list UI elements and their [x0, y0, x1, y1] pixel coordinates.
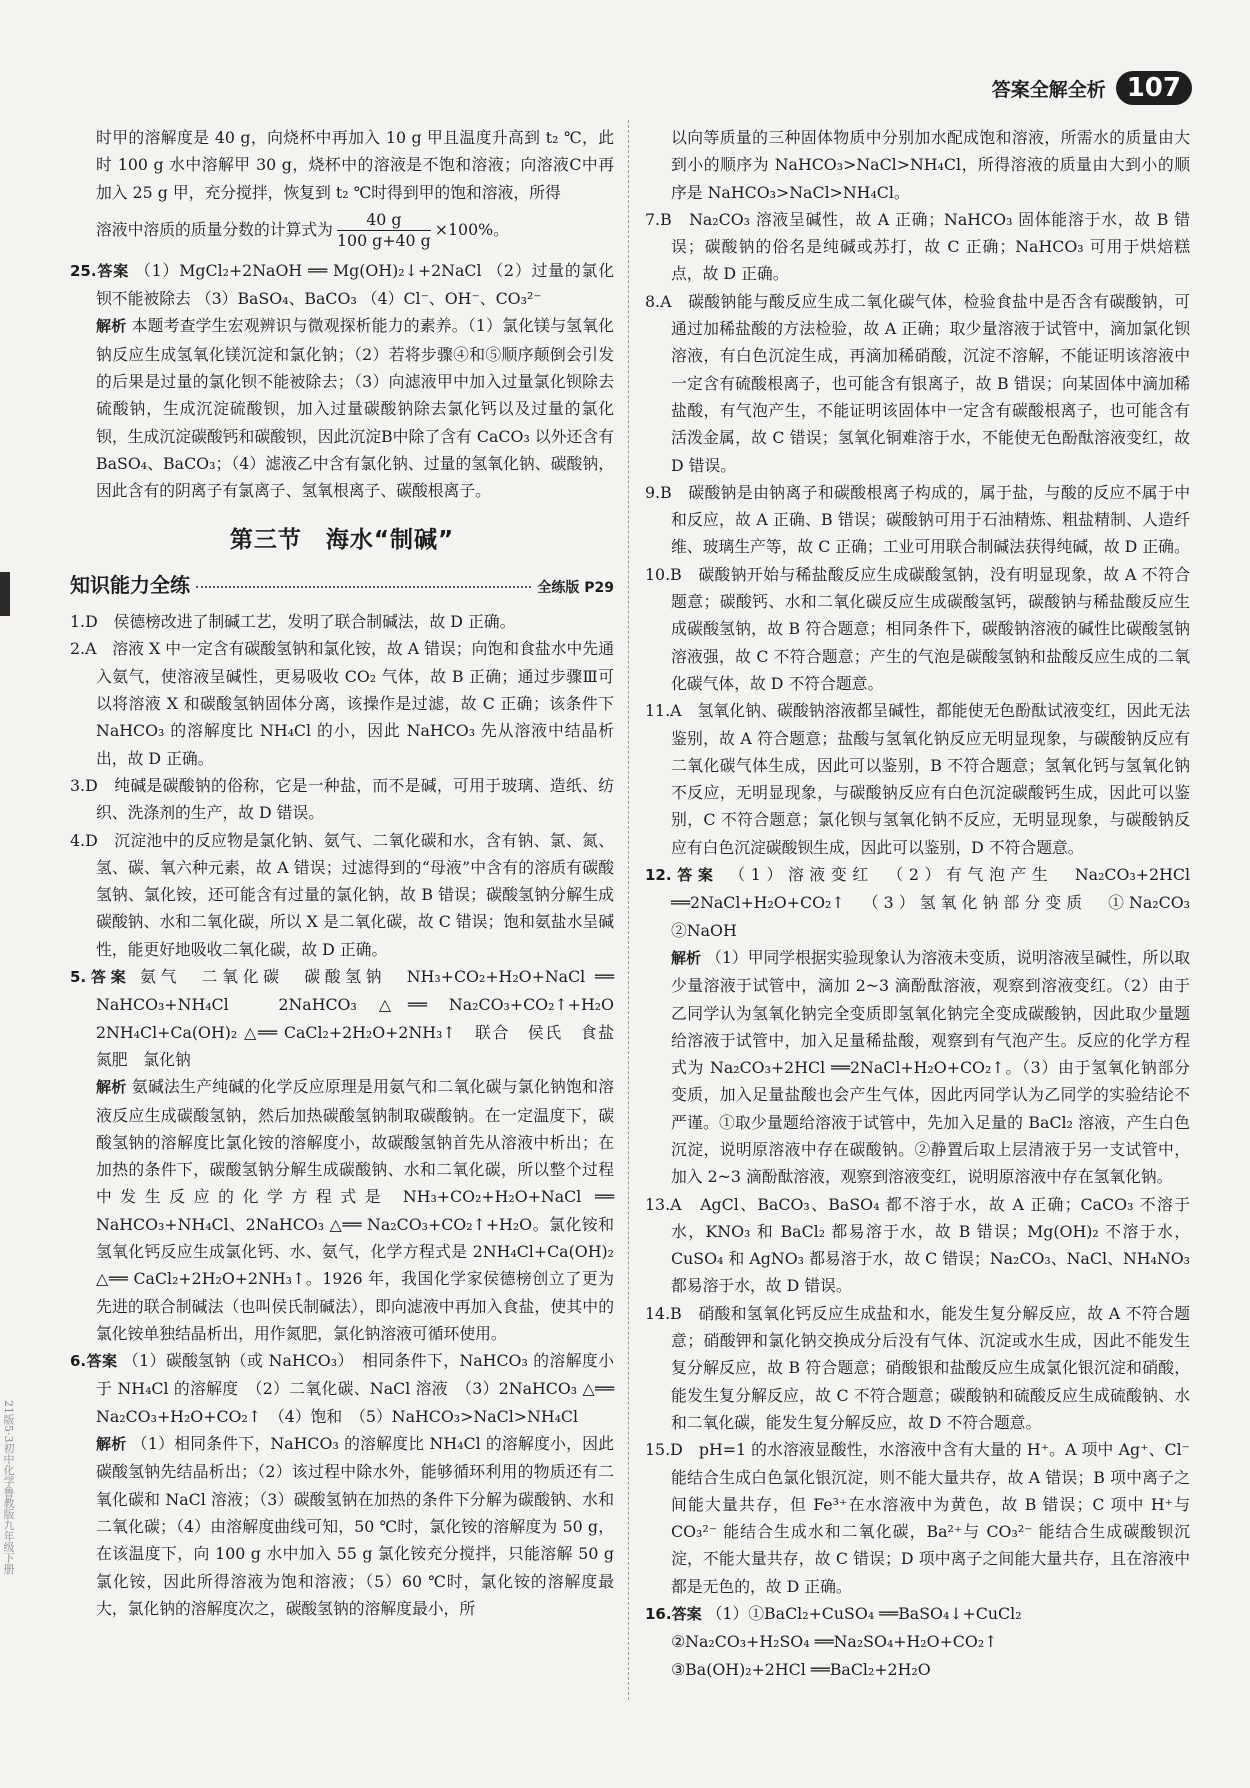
q5-exp-label: 解析 — [96, 1078, 127, 1097]
q8: 8.A 碳酸钠能与酸反应生成二氧化碳气体，检验食盐中是否含有碳酸钠，可通过加稀盐酸的方法检验，故 A 正确；取少量溶液于试管中，滴加氯化钡溶液，有白色沉淀生成，再滴加稀硝酸，沉淀不溶解，不能证明该溶液中一定含有硫酸根离子，也可能含有银离子，故 B 错误；向某固体中滴加稀盐酸，有气泡产生，不能证明该固体中一定含有碳酸根离子，也可能含有活泼金属，故 C 错误；氢氧化铜难溶于水，不能使无色酚酞溶液变红，故 D 错误。 — [645, 291, 1190, 475]
q15: 15.D pH=1 的水溶液显酸性，水溶液中含有大量的 H⁺。A 项中 Ag⁺、Cl⁻能结合生成白色氯化银沉淀，则不能大量共存，故 A 错误；B 项中离子之间能大量共存，但 Fe³⁺在水溶液中为黄色，故 B 错误；C 项中 H⁺与 CO₃²⁻ 能结合生成水和二氧化碳，Ba²⁺与 CO₃²⁻ 能结合生成碳酸钡沉淀，不能大量共存，故 C 错误；D 项中离子之间能大量共存，且在溶液中都是无色的，故 D 正确。 — [645, 1440, 1190, 1596]
left-column — [70, 124, 630, 1622]
formula-prefix: 溶液中溶质的质量分数的计算式为 — [96, 219, 333, 239]
q6-exp-label: 解析 — [96, 1435, 127, 1454]
q25-label: 25.答案 — [70, 261, 130, 280]
subhead-ref: 全练版 P29 — [537, 579, 614, 596]
fraction-denominator: 100 g+40 g — [336, 230, 431, 250]
q12-exp-text: （1）甲同学根据实验现象认为溶液未变质，说明溶液呈碱性，所以取少量溶液于试管中，滴加 2~3 滴酚酞溶液，观察到溶液变红。（2）由于乙同学认为氢氧化钠完全变质即氢氧化钠完全变成碳酸钠，因此取少量题给溶液于试管中，加入足量稀盐酸，观察到有气泡产生。反应的化学方程式为 Na₂CO₃+2HCl ══2NaCl+H₂O+CO₂↑。（3）由于氢氧化钠部分变质，加入足量盐酸也会产生气体，因此丙同学认为乙同学的实验结论不严谨。①取少量题给溶液于试管中，先加入足量的 BaCl₂ 溶液，产生白色沉淀，说明原溶液中存在碳酸钠。②静置后取上层清液于另一支试管中，加入 2~3 滴酚酞溶液，观察到溶液变红，说明原溶液中存在氢氧化钠。 — [671, 947, 1191, 1187]
q5-label: 5.答案 — [70, 968, 131, 987]
q25-explanation — [70, 312, 614, 504]
q6-answer — [70, 1347, 614, 1430]
q6-label: 6.答案 — [70, 1352, 118, 1371]
q13: 13.A AgCl、BaCO₃、BaSO₄ 都不溶于水，故 A 正确；CaCO₃ 不溶于水，KNO₃ 和 BaCl₂ 都易溶于水，故 B 错误；Mg(OH)₂ 不溶于水，CuSO₄ 和 AgNO₃ 都易溶于水，故 C 错误；Na₂CO₃、NaCl、NH₄NO₃ 都易溶于水，故 D 错误。 — [645, 1194, 1190, 1296]
q12-answer-text: （1）溶液变红 （2）有气泡产生 Na₂CO₃+2HCl ══2NaCl+H₂O+CO₂↑ （3）氢氧化钠部分变质 ①Na₂CO₃ ②NaOH — [671, 865, 1206, 940]
q10: 10.B 碳酸钠开始与稀盐酸反应生成碳酸氢钠，没有明显现象，故 A 不符合题意；碳酸钙、水和二氧化碳反应生成碳酸氢钙，碳酸钠与稀盐酸反应生成碳酸氢钠，故 B 符合题意；相同条件下，碳酸钠溶液的碱性比碳酸氢钠溶液强，故 C 不符合题意；产生的气泡是碳酸氢钠和盐酸反应生成的二氧化碳气体，故 D 不符合题意。 — [645, 564, 1190, 693]
left-continued-text: 时甲的溶解度是 40 g，向烧杯中再加入 10 g 甲且温度升高到 t₂ ℃，此时 100 g 水中溶解甲 30 g，烧杯中的溶液是不饱和溶液；向溶液C中再加入 25 g 甲，充分搅拌，恢复到 t₂ ℃时得到甲的饱和溶液，所得 — [96, 128, 614, 202]
formula-suffix: ×100%。 — [434, 219, 509, 239]
right-continued-text: 以向等质量的三种固体物质中分别加水配成饱和溶液，所需水的质量由大到小的顺序为 NaHCO₃>NaCl>NH₄Cl，所得溶液的质量由大到小的顺序是 NaHCO₃>NaCl>NH₄Cl。 — [671, 128, 1190, 202]
q25-exp-label: 解析 — [96, 317, 127, 336]
q25-exp-text: 本题考查学生宏观辨识与微观探析能力的素养。（1）氯化镁与氢氧化钠反应生成氢氧化镁沉淀和氯化钠；（2）若将步骤④和⑤顺序颠倒会引发的后果是过量的氯化钡不能被除去；（3）向滤液甲中加入过量氯化钡除去硫酸钠，生成沉淀硫酸钡，加入过量碳酸钠除去氯化钙以及过量的氯化钡，生成沉淀碳酸钙和碳酸钡，因此沉淀B中除了含有 CaCO₃ 以外还含有 BaSO₄、BaCO₃；（4）滤液乙中含有氯化钠、过量的氢氧化钠、碳酸钠，因此含有的阴离子有氯离子、氢氧根离子、碳酸根离子。 — [96, 316, 614, 501]
page-number: 107 — [1116, 71, 1192, 105]
subhead-name: 知识能力全练 — [70, 572, 190, 597]
q4: 4.D 沉淀池中的反应物是氯化钠、氨气、二氧化碳和水，含有钠、氯、氮、氢、碳、氧六种元素，故 A 错误；过滤得到的“母液”中含有的溶质有碳酸氢钠、氯化铵，还可能含有过量的氯化钠，故 B 错误；碳酸氢钠分解生成碳酸钠、水和二氧化碳，所以 X 是二氧化碳，故 C 错误；饱和氨盐水呈碱性，能更好地吸收二氧化碳，故 D 正确。 — [70, 830, 614, 959]
q16-line-3: ③Ba(OH)₂+2HCl ══BaCl₂+2H₂O — [671, 1659, 931, 1679]
column-divider — [628, 120, 629, 1700]
q14: 14.B 硝酸和氢氧化钙反应生成盐和水，能发生复分解反应，故 A 不符合题意；硝酸钾和氯化钠交换成分后没有气体、沉淀或水生成，因此不能发生复分解反应，故 B 符合题意；硝酸银和盐酸反应生成氯化银沉淀和硝酸，能发生复分解反应，故 C 不符合题意；碳酸钠和硫酸反应生成硫酸钠、水和二氧化碳，能发生复分解反应，故 D 不符合题意。 — [645, 1303, 1190, 1432]
q5-answer-text: 氨气 二氧化碳 碳酸氢钠 NH₃+CO₂+H₂O+NaCl ══ NaHCO₃+NH₄Cl 2NaHCO₃ △══ Na₂CO₃+CO₂↑+H₂O 2NH₄Cl+Ca(OH)₂ △══ CaCl₂+2H₂O+2NH₃↑ 联合 侯氏 食盐 氮肥 氯化钠 — [96, 967, 630, 1069]
page-header — [992, 66, 1192, 110]
side-tab-marker — [0, 572, 10, 616]
q5-answer — [70, 963, 630, 1073]
q5-explanation — [70, 1073, 614, 1347]
q12-answer — [645, 861, 1206, 944]
mass-fraction-formula — [70, 210, 614, 251]
subhead — [70, 572, 614, 602]
right-column — [645, 124, 1206, 1683]
q2: 2.A 溶液 X 中一定含有碳酸氢钠和氯化铵，故 A 错误；向饱和食盐水中先通入氨气，使溶液呈碱性，更易吸收 CO₂ 气体，故 B 正确；通过步骤Ⅲ可以将溶液 X 和碳酸氢钠固体分离，该操作是过滤，故 C 正确；该条件下 NaHCO₃ 的溶解度比 NH₄Cl 的小，因此 NaHCO₃ 先从溶液中结晶析出，故 D 正确。 — [70, 639, 614, 768]
q5-exp-text: 氨碱法生产纯碱的化学反应原理是用氨气和二氧化碳与氯化钠饱和溶液反应生成碳酸氢钠，然后加热碳酸氢钠制取碳酸钠。在一定温度下，碳酸氢钠的溶解度比氯化铵的溶解度小，故碳酸氢钠首先从溶液中析出；在加热的条件下，碳酸氢钠分解生成碳酸钠、水和二氧化碳，所以整个过程中发生反应的化学方程式是 NH₃+CO₂+H₂O+NaCl ══ NaHCO₃+NH₄Cl、2NaHCO₃ △══ Na₂CO₃+CO₂↑+H₂O。氯化铵和氢氧化钙反应生成氯化钙、水、氨气，化学方程式是 2NH₄Cl+Ca(OH)₂ △══ CaCl₂+2H₂O+2NH₃↑。1926 年，我国化学家侯德榜创立了更为先进的联合制碱法（也叫侯氏制碱法），即向滤液中再加入食盐，使其中的氯化铵单独结晶析出，用作氮肥，氯化钠溶液可循环使用。 — [96, 1077, 614, 1343]
q11: 11.A 氢氧化钠、碳酸钠溶液都呈碱性，都能使无色酚酞试液变红，因此无法鉴别，故 A 符合题意；盐酸与氢氧化钠反应无明显现象，与碳酸钠反应有二氧化碳气体生成，因此可以鉴别，B 不符合题意；氢氧化钙与氢氧化钠不反应，无明显现象，与碳酸钠反应有白色沉淀碳酸钙生成，因此可以鉴别，C 不符合题意；氯化钡与氢氧化钠不反应，无明显现象，与碳酸钠反应有白色沉淀碳酸钡生成，因此可以鉴别，D 不符合题意。 — [645, 701, 1190, 857]
q12-label: 12.答案 — [645, 866, 719, 885]
q12-exp-label: 解析 — [671, 948, 702, 967]
subhead-leader — [196, 586, 531, 588]
q3: 3.D 纯碱是碳酸钠的俗称，它是一种盐，而不是碱，可用于玻璃、造纸、纺织、洗涤剂的生产，故 D 错误。 — [70, 775, 614, 823]
q1: 1.D 侯德榜改进了制碱工艺，发明了联合制碱法，故 D 正确。 — [70, 612, 516, 632]
side-vertical-text: 21版5·3初中化学鲁教版九年级下册 — [2, 1400, 15, 1575]
q9: 9.B 碳酸钠是由钠离子和碳酸根离子构成的，属于盐，与酸的反应不属于中和反应，故 A 正确、B 错误；碳酸钠可用于石油精炼、粗盐精制、人造纤维、玻璃生产等，故 C 正确；工业可用联合制碱法获得纯碱，故 D 正确。 — [645, 482, 1190, 557]
header-title: 答案全解全析 — [991, 78, 1106, 101]
q25-answer — [70, 257, 614, 313]
q12-explanation — [645, 944, 1190, 1191]
q6-answer-text: （1）碳酸氢钠（或 NaHCO₃） 相同条件下，NaHCO₃ 的溶解度小于 NH₄Cl 的溶解度 （2）二氧化碳、NaCl 溶液 （3）2NaHCO₃ △══ Na₂CO₃+H₂O+CO₂↑ （4）饱和 （5）NaHCO₃>NaCl>NH₄Cl — [96, 1351, 614, 1426]
q7: 7.B Na₂CO₃ 溶液呈碱性，故 A 正确；NaHCO₃ 固体能溶于水，故 B 错误；碳酸钠的俗名是纯碱或苏打，故 C 正确；NaHCO₃ 可用于烘焙糕点，故 D 正确。 — [645, 209, 1190, 284]
q16-answer — [645, 1600, 1190, 1628]
q25-answer-text: （1）MgCl₂+2NaOH ══ Mg(OH)₂↓+2NaCl （2）过量的氯化钡不能被除去 （3）BaSO₄、BaCO₃ （4）Cl⁻、OH⁻、CO₃²⁻ — [96, 260, 614, 309]
fraction — [337, 210, 431, 251]
q16-line-1: （1）①BaCl₂+CuSO₄ ══BaSO₄↓+CuCl₂ — [706, 1604, 1022, 1624]
q6-explanation — [70, 1430, 614, 1622]
q16-line-2: ②Na₂CO₃+H₂SO₄ ══Na₂SO₄+H₂O+CO₂↑ — [671, 1632, 998, 1652]
section-title: 第三节 海水“制碱” — [229, 526, 455, 553]
q16-label: 16.答案 — [645, 1605, 702, 1624]
q6-exp-text: （1）相同条件下，NaHCO₃ 的溶解度比 NH₄Cl 的溶解度小，因此碳酸氢钠先结晶析出；（2）该过程中除水外，能够循环利用的物质还有二氧化碳和 NaCl 溶液；（3）碳酸氢钠在加热的条件下分解为碳酸钠、水和二氧化碳；（4）由溶解度曲线可知，50 ℃时，氯化铵的溶解度为 50 g，在该温度下，向 100 g 水中加入 55 g 氯化铵充分搅拌，只能溶解 50 g 氯化铵，因此所得溶液为饱和溶液；（5）60 ℃时，氯化铵的溶解度最大，氯化钠的溶解度次之，碳酸氢钠的溶解度最小，所 — [96, 1434, 614, 1618]
fraction-numerator: 40 g — [337, 210, 431, 231]
